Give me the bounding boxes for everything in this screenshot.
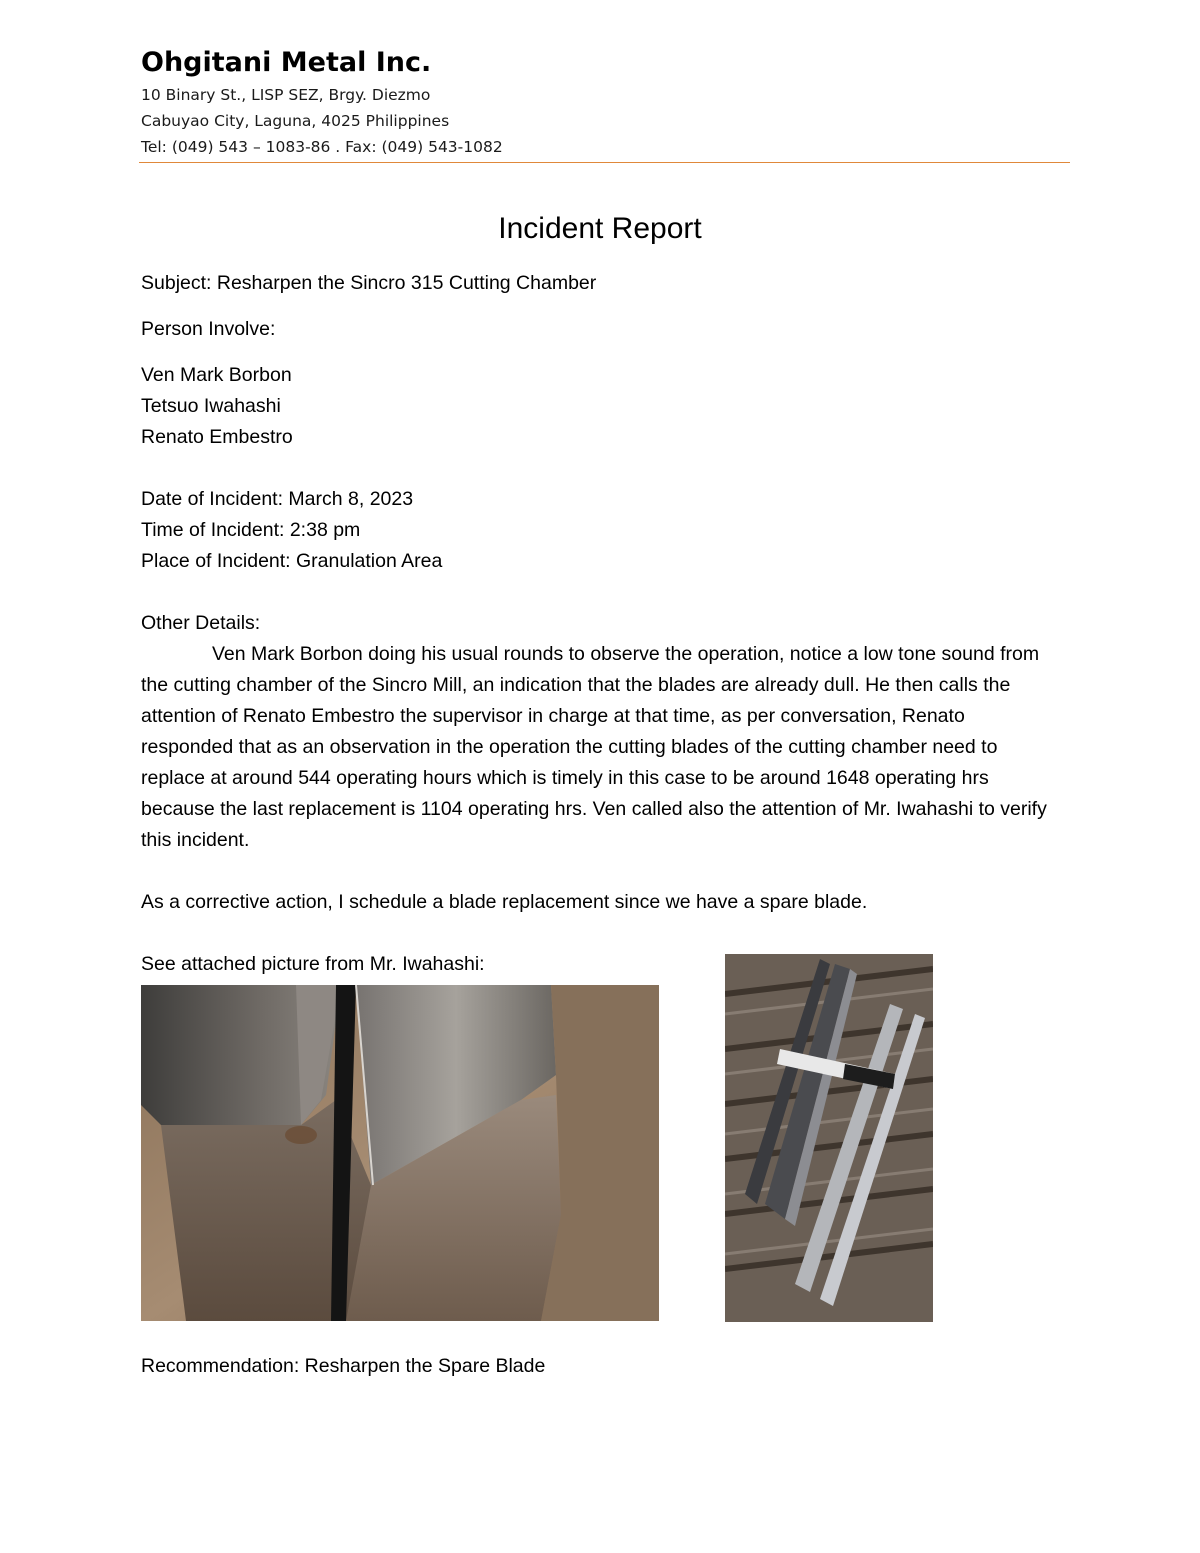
report-title: Incident Report (498, 212, 702, 245)
person-item: Ven Mark Borbon (141, 364, 292, 386)
details-paragraph: Ven Mark Borbon doing his usual rounds to observe the operation, notice a low tone sound from the cutting chamber of the Sincro Mill, an indication that the blades are already dull. He then calls the attention of Renato Embestro the supervisor in charge at that time, as per conversation, Renato responded that as an observation in the operation the cutting blades of the cutting chamber need to replace at around 544 operating hours which is timely in this case to be around 1648 operating hrs because the last replacement is 1104 operating hrs. Ven called also the attention of Mr. Iwahashi to verify this incident. (141, 643, 1047, 851)
attached-picture-label: See attached picture from Mr. Iwahashi: (141, 953, 485, 975)
letterhead-divider (139, 162, 1070, 163)
blade-closeup-photo (141, 985, 659, 1321)
contact-line: Tel: (049) 543 – 1083-86 . Fax: (049) 543-1082 (141, 138, 503, 156)
persons-label: Person Involve: (141, 318, 276, 340)
person-item: Tetsuo Iwahashi (141, 395, 281, 417)
incident-place: Place of Incident: Granulation Area (141, 550, 443, 572)
corrective-action: As a corrective action, I schedule a blade replacement since we have a spare blade. (141, 891, 868, 913)
details-label: Other Details: (141, 612, 261, 634)
incident-date: Date of Incident: March 8, 2023 (141, 488, 414, 510)
recommendation-line: Recommendation: Resharpen the Spare Blade (141, 1355, 546, 1377)
subject-line: Subject: Resharpen the Sincro 315 Cutting Chamber (141, 272, 597, 294)
address-line-1: 10 Binary St., LISP SEZ, Brgy. Diezmo (141, 86, 431, 104)
company-name: Ohgitani Metal Inc. (141, 47, 432, 78)
report-body (141, 268, 1061, 980)
blades-on-pallet-photo (725, 954, 933, 1322)
incident-time: Time of Incident: 2:38 pm (141, 519, 361, 541)
person-item: Renato Embestro (141, 426, 293, 448)
address-line-2: Cabuyao City, Laguna, 4025 Philippines (141, 112, 450, 130)
letterhead (141, 44, 1070, 160)
